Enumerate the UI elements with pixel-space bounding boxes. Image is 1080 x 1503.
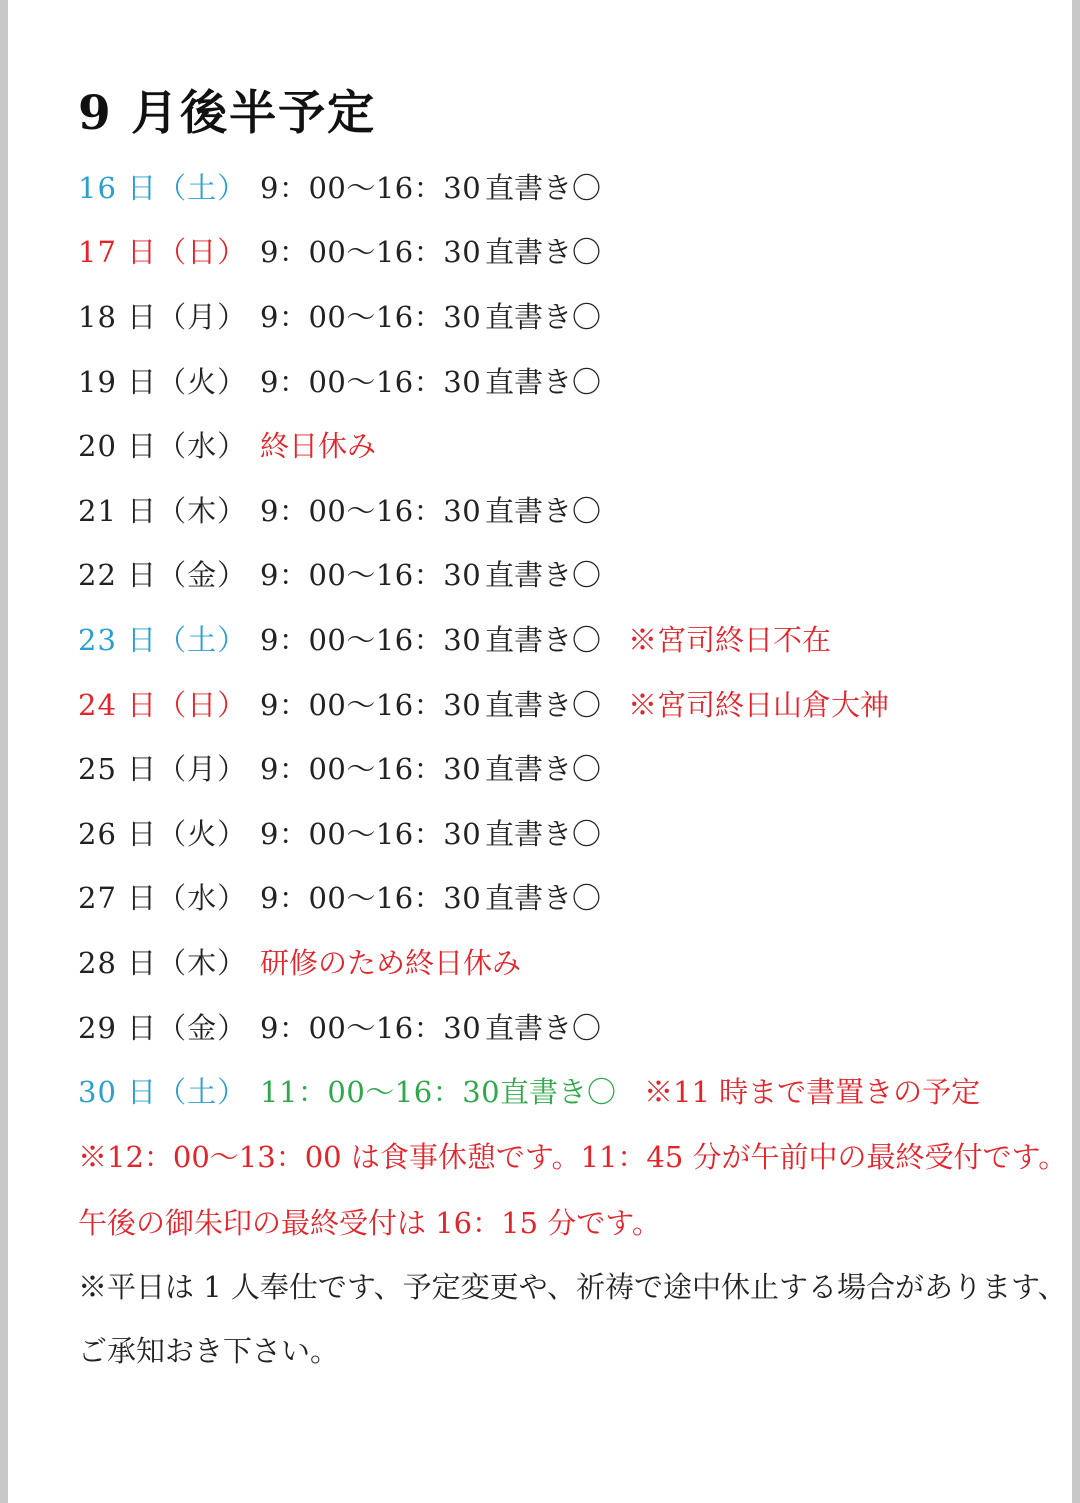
schedule-date: 17 日（日） <box>78 235 248 269</box>
schedule-date: 30 日（土） <box>78 1075 248 1109</box>
schedule-row <box>78 232 1038 272</box>
schedule-time: 9：00〜16：30 <box>260 688 482 722</box>
schedule-goshuin: 直書き〇 <box>485 752 602 786</box>
schedule-time: 9：00〜16：30 <box>260 1011 482 1045</box>
schedule-date: 16 日（土） <box>78 171 248 205</box>
schedule-row <box>78 297 1038 337</box>
schedule-row <box>78 1072 1038 1112</box>
schedule-time: 11：00〜16：30 <box>260 1075 501 1109</box>
schedule-date: 22 日（金） <box>78 558 248 592</box>
schedule-date: 29 日（金） <box>78 1011 248 1045</box>
page-title: 9 月後半予定 <box>78 86 377 141</box>
schedule-date: 21 日（木） <box>78 494 248 528</box>
schedule-goshuin: 直書き〇 <box>485 558 602 592</box>
afternoon-deadline-notice: 午後の御朱印の最終受付は 16：15 分です。 <box>78 1206 661 1240</box>
schedule-row <box>78 749 1038 789</box>
schedule-goshuin: 直書き〇 <box>485 494 602 528</box>
schedule-goshuin: 直書き〇 <box>485 235 602 269</box>
schedule-goshuin: 直書き〇 <box>485 171 602 205</box>
schedule-goshuin: 直書き〇 <box>485 623 602 657</box>
schedule-time: 9：00〜16：30 <box>260 817 482 851</box>
schedule-time: 9：00〜16：30 <box>260 881 482 915</box>
schedule-time: 9：00〜16：30 <box>260 558 482 592</box>
schedule-date: 24 日（日） <box>78 688 248 722</box>
schedule-time: 9：00〜16：30 <box>260 623 482 657</box>
schedule-time: 9：00〜16：30 <box>260 300 482 334</box>
schedule-row <box>78 685 1038 725</box>
schedule-row <box>78 620 1038 660</box>
schedule-time: 9：00〜16：30 <box>260 171 482 205</box>
schedule-row <box>78 555 1038 595</box>
schedule-page <box>8 0 1072 1503</box>
schedule-date: 20 日（水） <box>78 429 248 463</box>
schedule-time: 9：00〜16：30 <box>260 365 482 399</box>
schedule-date: 28 日（木） <box>78 946 248 980</box>
closing-notice: ご承知おき下さい。 <box>78 1334 340 1368</box>
schedule-row <box>78 814 1038 854</box>
schedule-row <box>78 878 1038 918</box>
schedule-goshuin: 直書き〇 <box>485 1011 602 1045</box>
schedule-note: ※宮司終日不在 <box>628 623 832 657</box>
schedule-goshuin: 直書き〇 <box>485 881 602 915</box>
schedule-goshuin: 直書き〇 <box>485 817 602 851</box>
schedule-row <box>78 426 1038 466</box>
schedule-date: 23 日（土） <box>78 623 248 657</box>
schedule-date: 27 日（水） <box>78 881 248 915</box>
closed-notice: 研修のため終日休み <box>260 946 522 980</box>
schedule-date: 25 日（月） <box>78 752 248 786</box>
weekday-staff-notice: ※平日は 1 人奉仕です、予定変更や、祈祷で途中休止する場合があります、 <box>78 1270 1067 1304</box>
schedule-note: ※宮司終日山倉大神 <box>628 688 890 722</box>
schedule-goshuin: 直書き〇 <box>485 688 602 722</box>
schedule-time: 9：00〜16：30 <box>260 494 482 528</box>
schedule-row <box>78 1008 1038 1048</box>
schedule-time: 9：00〜16：30 <box>260 752 482 786</box>
schedule-date: 26 日（火） <box>78 817 248 851</box>
schedule-date: 19 日（火） <box>78 365 248 399</box>
schedule-goshuin: 直書き〇 <box>485 365 602 399</box>
lunch-break-notice: ※12：00〜13：00 は食事休憩です。11：45 分が午前中の最終受付です。 <box>78 1140 1068 1174</box>
closed-notice: 終日休み <box>260 429 377 463</box>
schedule-row <box>78 491 1038 531</box>
schedule-date: 18 日（月） <box>78 300 248 334</box>
schedule-row <box>78 362 1038 402</box>
schedule-time: 9：00〜16：30 <box>260 235 482 269</box>
schedule-row <box>78 943 1038 983</box>
schedule-row <box>78 168 1038 208</box>
schedule-note: ※11 時まで書置きの予定 <box>644 1075 981 1109</box>
schedule-goshuin: 直書き〇 <box>500 1075 617 1109</box>
schedule-goshuin: 直書き〇 <box>485 300 602 334</box>
